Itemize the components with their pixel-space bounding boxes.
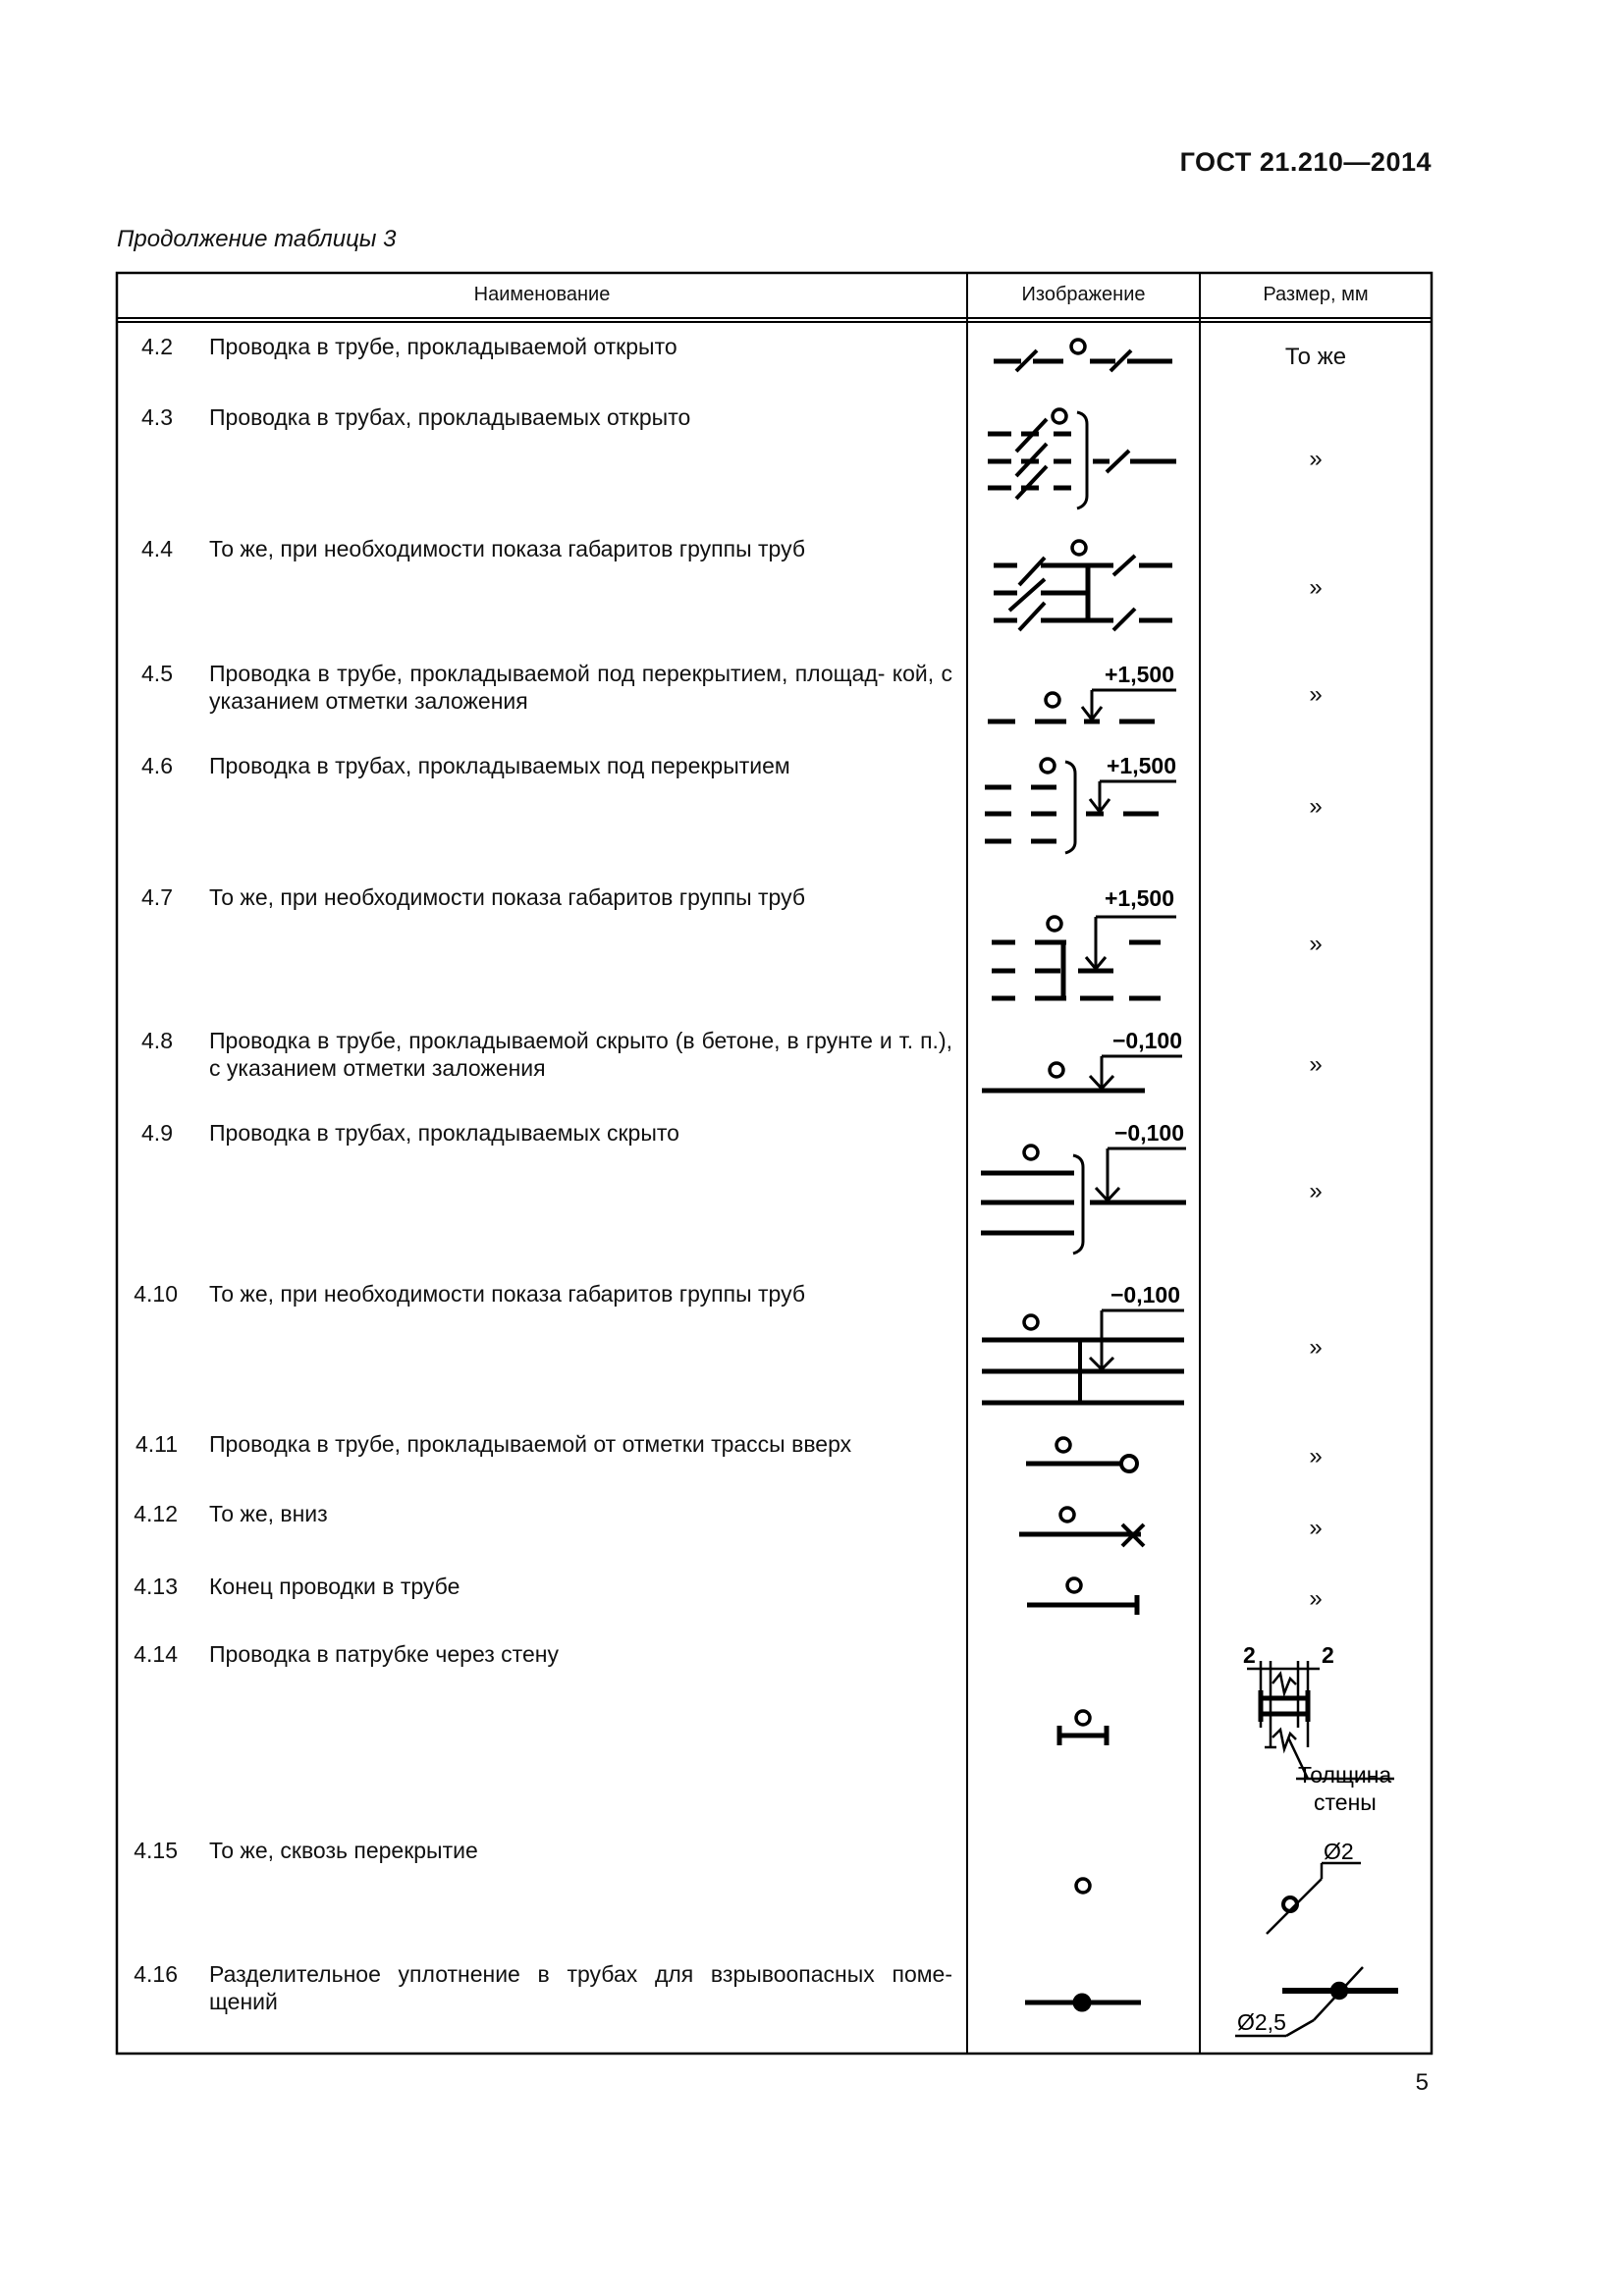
row-name: Проводка в трубах, прокладываемых скрыто	[209, 1120, 679, 1146]
size-value: »	[1309, 931, 1323, 957]
row-number: 4.11	[135, 1431, 178, 1457]
ceiling-diameter-dimension	[1267, 1863, 1361, 1934]
diameter-label: Ø2	[1324, 1839, 1354, 1864]
row-name: Проводка в трубе, прокладываемой открыто	[209, 334, 677, 359]
row-name: То же, вниз	[209, 1501, 328, 1526]
column-header-name: Наименование	[473, 284, 611, 305]
table-caption: Продолжение таблицы 3	[117, 226, 397, 252]
level-mark: +1,500	[1105, 662, 1174, 687]
row-name: То же, при необходимости показа габаритов группы труб	[209, 1281, 805, 1307]
symbol-open-pipes	[988, 409, 1176, 508]
row-number: 4.6	[141, 753, 173, 778]
size-value: »	[1309, 793, 1323, 820]
symbol-open-pipe	[994, 340, 1172, 371]
standard-designation: ГОСТ 21.210—2014	[1179, 147, 1432, 177]
size-value: То же	[1284, 344, 1347, 370]
size-value: »	[1309, 681, 1323, 708]
size-value: »	[1309, 446, 1323, 472]
row-number: 4.4	[141, 536, 173, 561]
row-number: 4.7	[141, 884, 173, 910]
level-mark: −0,100	[1112, 1028, 1182, 1053]
row-name: Проводка в трубе, прокладываемой скрыто (в бетоне, в грунте и т. п.), с указанием отметки заложения	[209, 1028, 952, 1081]
size-value: »	[1309, 1178, 1323, 1204]
row-name: Проводка в трубе, прокладываемой под перекрытием, площад- кой, с указанием отметки заложения	[209, 661, 952, 714]
symbol-concealed-group	[982, 1310, 1184, 1403]
size-value: »	[1309, 1334, 1323, 1361]
size-value: »	[1309, 1515, 1323, 1541]
diameter-label: Ø2,5	[1237, 2009, 1286, 2035]
row-number: 4.10	[134, 1281, 178, 1307]
row-name: То же, при необходимости показа габаритов группы труб	[209, 536, 805, 561]
page-number: 5	[1415, 2069, 1429, 2096]
symbol-pipe-group-bounds	[994, 541, 1172, 630]
row-number: 4.16	[134, 1961, 178, 1987]
symbol-under-ceiling-group	[992, 917, 1176, 998]
level-mark: −0,100	[1110, 1282, 1180, 1308]
column-header-size: Размер, мм	[1263, 284, 1369, 305]
column-header-image: Изображение	[1021, 284, 1146, 305]
row-number: 4.8	[141, 1028, 173, 1053]
size-value: »	[1309, 1051, 1323, 1078]
row-number: 4.15	[134, 1838, 178, 1863]
row-name: Конец проводки в трубе	[209, 1574, 460, 1599]
symbol-ceiling-pass	[1076, 1879, 1090, 1893]
row-number: 4.5	[141, 661, 173, 686]
level-mark: −0,100	[1114, 1120, 1184, 1146]
row-number: 4.12	[134, 1501, 178, 1526]
symbol-pipe-up	[1026, 1438, 1137, 1471]
row-name: Проводка в трубах, прокладываемых открыто	[209, 404, 691, 430]
row-number: 4.13	[134, 1574, 178, 1599]
row-name: Разделительное уплотнение в трубах для взрывоопасных поме- щений	[209, 1961, 952, 2014]
wall-dim-label: 2	[1243, 1642, 1256, 1668]
wall-thickness-dimension	[1247, 1661, 1394, 1779]
row-name: Проводка в трубах, прокладываемых под перекрытием	[209, 753, 790, 778]
symbol-under-ceiling-pipe	[988, 690, 1176, 721]
wall-thickness-label: стены	[1314, 1789, 1377, 1815]
wall-thickness-label: Толщина	[1298, 1762, 1392, 1788]
row-name: То же, при необходимости показа габаритов группы труб	[209, 884, 805, 910]
level-mark: +1,500	[1105, 885, 1174, 911]
symbol-wall-sleeve	[1059, 1711, 1107, 1745]
level-mark: +1,500	[1107, 753, 1176, 778]
row-number: 4.14	[134, 1641, 178, 1667]
symbol-concealed-pipes	[981, 1146, 1186, 1254]
row-name: То же, сквозь перекрытие	[209, 1838, 478, 1863]
row-name: Проводка в патрубке через стену	[209, 1641, 559, 1667]
size-value: »	[1309, 574, 1323, 601]
size-value: »	[1309, 1443, 1323, 1469]
row-number: 4.2	[141, 334, 173, 359]
symbol-concealed-pipe	[982, 1056, 1182, 1091]
symbol-pipe-end	[1027, 1578, 1137, 1615]
wall-dim-label: 2	[1322, 1642, 1334, 1668]
row-number: 4.9	[141, 1120, 173, 1146]
size-value: »	[1309, 1585, 1323, 1612]
row-number: 4.3	[141, 404, 173, 430]
row-name: Проводка в трубе, прокладываемой от отметки трассы вверх	[209, 1431, 852, 1457]
symbol-pipe-down	[1019, 1508, 1144, 1546]
symbol-separating-seal	[1025, 1996, 1141, 2009]
